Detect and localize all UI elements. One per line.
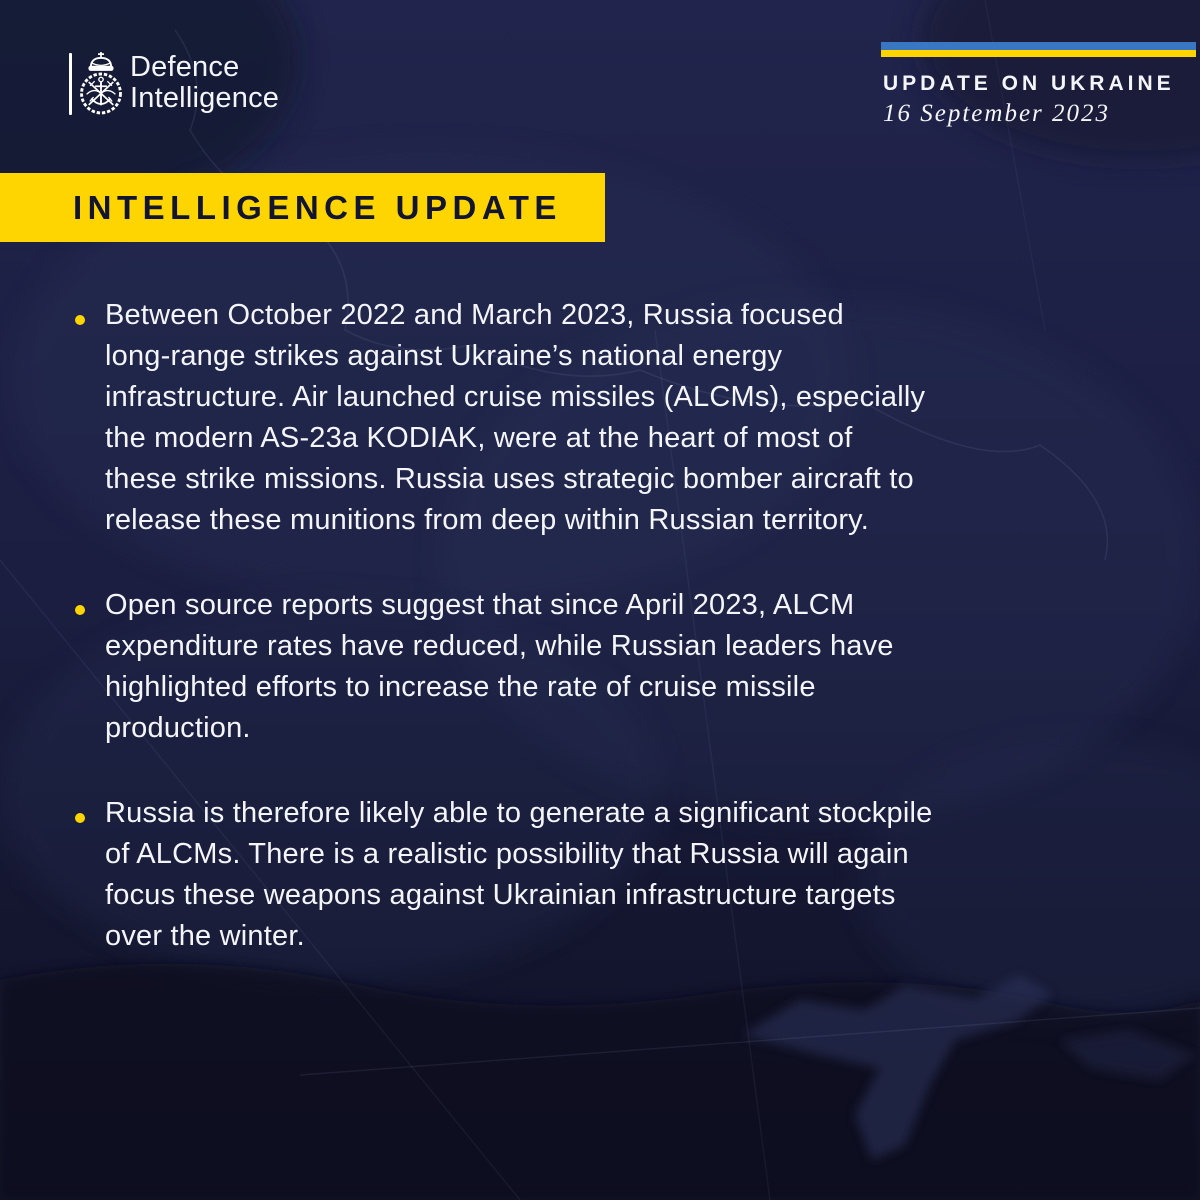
bullet-dot-icon xyxy=(75,813,85,823)
bullet-2-line-1: Open source reports suggest that since April 2023, ALCM xyxy=(105,589,855,621)
bullet-dot-icon xyxy=(75,605,85,615)
bullet-text-3 xyxy=(105,793,932,957)
bullet-item-3 xyxy=(75,793,1145,957)
banner-title: INTELLIGENCE UPDATE xyxy=(73,188,562,226)
logo-wordmark-line2: Intelligence xyxy=(130,82,280,114)
bullet-list xyxy=(75,295,1145,1001)
flag-blue-band xyxy=(881,42,1196,50)
bullet-3-line-1: Russia is therefore likely able to generate a significant stockpile xyxy=(105,797,933,829)
bullet-item-1 xyxy=(75,295,1145,541)
bullet-3-line-2: of ALCMs. There is a realistic possibility that Russia will again xyxy=(105,838,909,870)
bullet-2-line-3: highlighted efforts to increase the rate of cruise missile xyxy=(105,671,816,703)
logo-divider-bar xyxy=(69,53,72,115)
bullet-1-line-5: these strike missions. Russia uses strategic bomber aircraft to xyxy=(105,463,914,495)
bullet-1-line-1: Between October 2022 and March 2023, Russia focused xyxy=(105,299,844,331)
mod-crest-icon xyxy=(79,51,123,119)
update-on-ukraine-label: UPDATE ON UKRAINE xyxy=(883,72,1175,95)
bullet-1-line-2: long-range strikes against Ukraine’s national energy xyxy=(105,340,783,372)
bullet-text-2 xyxy=(105,585,894,749)
bullet-dot-icon xyxy=(75,315,85,325)
flag-yellow-band xyxy=(881,50,1196,57)
intelligence-update-banner xyxy=(0,173,605,242)
logo-wordmark-line1: Defence xyxy=(130,51,240,83)
bullet-3-line-4: over the winter. xyxy=(105,920,305,952)
bullet-text-1 xyxy=(105,295,925,541)
bullet-1-line-4: the modern AS-23a KODIAK, were at the heart of most of xyxy=(105,422,853,454)
update-date: 16 September 2023 xyxy=(883,100,1111,127)
bullet-1-line-3: infrastructure. Air launched cruise missiles (ALCMs), especially xyxy=(105,381,926,413)
bullet-3-line-3: focus these weapons against Ukrainian infrastructure targets xyxy=(105,879,896,911)
ukraine-flag-stripe-icon xyxy=(881,42,1196,57)
bullet-item-2 xyxy=(75,585,1145,749)
bullet-1-line-6: release these munitions from deep within Russian territory. xyxy=(105,504,869,536)
bullet-2-line-4: production. xyxy=(105,712,251,744)
logo-wordmark xyxy=(130,52,279,114)
bullet-2-line-2: expenditure rates have reduced, while Russian leaders have xyxy=(105,630,894,662)
